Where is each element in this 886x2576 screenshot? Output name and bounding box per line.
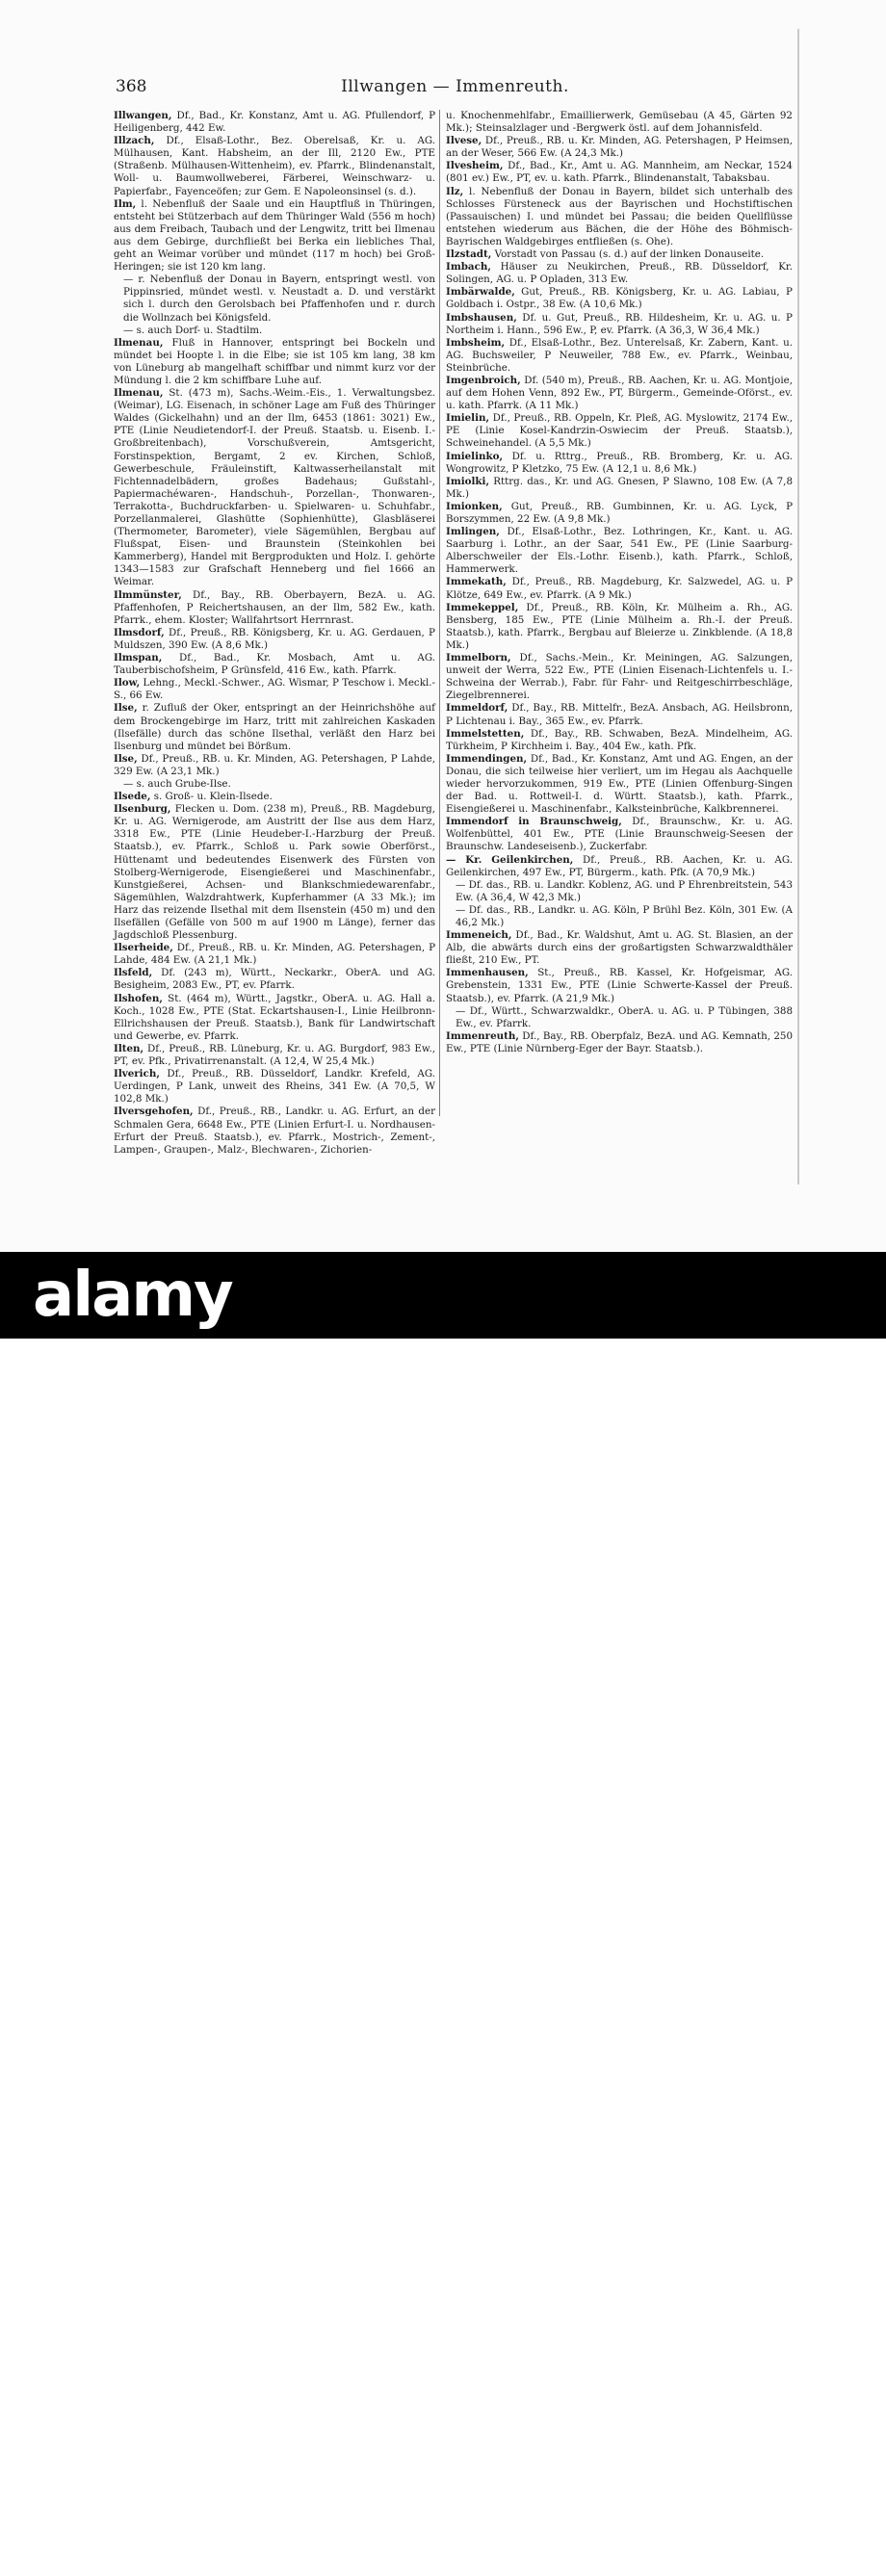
image-id: J37XFT bbox=[698, 2522, 742, 2537]
entry-text: r. Zufluß der Oker, entspringt an der Heinrichshöhe auf dem Brockengebirge im Harz, tritt mit zahlreichen Kaskaden (Ilsefälle) durch das schöne Ilsethal, verläßt den Harz bei Ilsenburg und mündet bei Börßum. bbox=[114, 702, 435, 752]
entry-headword: Imionken, bbox=[446, 500, 503, 512]
entry-text: Df., Preuß., RB. Lüneburg, Kr. u. AG. Burgdorf, 983 Ew., PT, ev. Pfk., Privatirrenanstalt. (A 12,4, W 25,4 Mk.) bbox=[114, 1042, 435, 1068]
page-edge-line bbox=[797, 29, 799, 1184]
dictionary-entry bbox=[446, 576, 793, 601]
page-number: 368 bbox=[116, 77, 147, 96]
entry-text: Df., Elsaß-Lothr., Bez. Lothringen, Kr., Kant. u. AG. Saarburg i. Lothr., an der Saar, 541 Ew., PE (Linie Saarburg-Alberschweiler der Els.-Lothr. Eisenb.), kath. Pfarrk., Schloß, Hammerwerk. bbox=[446, 526, 793, 576]
dictionary-entry bbox=[446, 160, 793, 185]
entry-text: — Df., Württ., Schwarzwaldkr., OberA. u. AG. u. P Tübingen, 388 Ew., ev. Pfarrk. bbox=[456, 1004, 793, 1029]
column-divider bbox=[439, 110, 440, 1116]
entry-headword: Imielinko, bbox=[446, 450, 504, 462]
entry-text: Df., Bad., Kr. Waldshut, Amt u. AG. St. Blasien, an der Alb, die abwärts durch eins der großartigsten Schwarzwaldthäler fließt, 210 Ew., PT. bbox=[446, 929, 793, 967]
entry-text: Df., Preuß., RB. u. Kr. Minden, AG. Petershagen, P Lahde, 484 Ew. (A 21,1 Mk.) bbox=[114, 942, 435, 967]
entry-text: Df., Bad., Kr. Konstanz, Amt u. AG. Pfullendorf, P Heiligenberg, 442 Ew. bbox=[114, 110, 435, 135]
entry-text: St. (464 m), Württ., Jagstkr., OberA. u. AG. Hall a. Koch., 1028 Ew., PTE (Stat. Eckartshausen-I., Linie Heilbronn-Ellrichshausen der Preuß. Staatsb.), Bank für Landwirtschaft und Gewerbe, ev. Pfarrk. bbox=[114, 992, 435, 1042]
entry-text: Df., Preuß., RB. Köln, Kr. Mülheim a. Rh., AG. Bensberg, 185 Ew., PTE (Linie Mülheim a. Rh.-I. der Preuß. Staatsb.), kath. Pfarrk., Bergbau auf Bleierze u. Zinkblende. (A 18,8 Mk.) bbox=[446, 601, 793, 651]
entry-text: Df., Elsaß-Lothr., Bez. Unterelsaß, Kr. Zabern, Kant. u. AG. Buchsweiler, P Neuweiler, 788 Ew., ev. Pfarrk., Weinbau, Steinbrüche. bbox=[446, 336, 793, 374]
entry-text: Fluß in Hannover, entspringt bei Bockeln und mündet bei Hoopte l. in die Elbe; sie ist 105 km lang, 38 km von Lüneburg ab mangelhaft schiffbar und nimmt kurz vor der Mündung l. die 2 km schiffbare Luhe auf. bbox=[114, 336, 435, 386]
entry-headword: Ilshofen, bbox=[114, 992, 163, 1004]
entry-headword: Illwangen, bbox=[114, 110, 172, 121]
entry-headword: Ilmspan, bbox=[114, 652, 163, 664]
dictionary-entry bbox=[446, 904, 793, 929]
right-column bbox=[446, 110, 793, 1121]
entry-text: Rttrg. das., Kr. und AG. Gnesen, P Slawno, 108 Ew. (A 7,8 Mk.) bbox=[446, 475, 793, 500]
dictionary-entry bbox=[114, 791, 435, 803]
dictionary-entry bbox=[446, 929, 793, 967]
header-title: Illwangen — Immenreuth. bbox=[341, 77, 569, 96]
entry-headword: Ilten, bbox=[114, 1042, 144, 1054]
running-header bbox=[116, 77, 795, 102]
dictionary-entry bbox=[114, 1043, 435, 1068]
dictionary-entry bbox=[446, 248, 793, 261]
entry-text: s. Groß- u. Klein-Ilsede. bbox=[150, 791, 273, 803]
entry-headword: Ilmsdorf, bbox=[114, 626, 165, 638]
entry-text: Häuser zu Neukirchen, Preuß., RB. Düsseldorf, Kr. Solingen, AG. u. P Opladen, 313 Ew. bbox=[446, 261, 793, 286]
entry-headword: Ilse, bbox=[114, 752, 138, 765]
entry-text: — Df. das., RB. u. Landkr. Koblenz, AG. und P Ehrenbreitstein, 543 Ew. (A 36,4, W 42,3 Mk.) bbox=[456, 878, 793, 903]
dictionary-entry bbox=[446, 816, 793, 853]
entry-headword: Ilversgehofen, bbox=[114, 1106, 194, 1118]
entry-text: Gut, Preuß., RB. Gumbinnen, Kr. u. AG. Lyck, P Borszymmen, 22 Ew. (A 9,8 Mk.) bbox=[446, 500, 793, 525]
entry-text: Df. u. Gut, Preuß., RB. Hildesheim, Kr. u. AG. u. P Northeim i. Hann., 596 Ew., P, ev. Pfarrk. (A 36,3, W 36,4 Mk.) bbox=[446, 311, 793, 336]
entry-headword: Ilserheide, bbox=[114, 942, 173, 954]
dictionary-entry bbox=[114, 1068, 435, 1106]
dictionary-entry bbox=[114, 677, 435, 702]
entry-headword: Imbärwalde, bbox=[446, 286, 515, 299]
dictionary-entry bbox=[114, 967, 435, 992]
entry-headword: Ilm, bbox=[114, 197, 137, 210]
dictionary-entry bbox=[114, 589, 435, 627]
entry-headword: Immeneich, bbox=[446, 929, 512, 942]
dictionary-entry bbox=[114, 135, 435, 197]
entry-text: Df., Bad., Kr., Amt u. AG. Mannheim, am Neckar, 1524 (801 ev.) Ew., PT, ev. u. kath. Pfarrk., Blindenanstalt, Tabaksbau. bbox=[446, 160, 793, 185]
watermark-logo: alamy bbox=[33, 1260, 232, 1331]
entry-headword: Ilmmünster, bbox=[114, 588, 182, 601]
dictionary-entry bbox=[446, 526, 793, 576]
dictionary-entry bbox=[114, 337, 435, 387]
dictionary-entry bbox=[114, 325, 435, 337]
entry-text: Gut, Preuß., RB. Königsberg, Kr. u. AG. Labiau, P Goldbach i. Ostpr., 38 Ew. (A 10,6 Mk.) bbox=[446, 286, 793, 311]
entry-text: Df., Bay., RB. Oberpfalz, BezA. und AG. Kemnath, 250 Ew., PTE (Linie Nürnberg-Eger der Bayr. Staatsb.). bbox=[446, 1029, 793, 1054]
entry-headword: Ilzstadt, bbox=[446, 248, 492, 261]
dictionary-entry bbox=[114, 198, 435, 274]
entry-text: Df., Preuß., RB. Magdeburg, Kr. Salzwedel, AG. u. P Klötze, 649 Ew., ev. Pfarrk. (A 9 Mk.) bbox=[446, 576, 793, 601]
dictionary-entry bbox=[114, 273, 435, 324]
entry-text: St. (473 m), Sachs.-Weim.-Eis., 1. Verwaltungsbez. (Weimar), LG. Eisenach, in schöner Lage am Fuß des Thüringer Waldes (Gickelhahn) und an der Ilm, 6453 (1861: 3021) Ew., PTE (Linie Neudietendorf-I. der Preuß. Staatsb. u. Eisenb. I.-Großbreitenbach), Vorschußverein, Amtsgericht, Forstinspektion, Bergamt, 2 ev. Kirchen, Schloß, Gewerbeschule, Fräuleinstift, Kaltwasserheilanstalt mit Fichtennadelbädern, großes Badehaus; Gußstahl-, Papiermachéwaren-, Handschuh-, Porzellan-, Thonwaren-, Terrakotta-, Buchdruckfarben- u. Spielwaren- u. Schuhfabr., Porzellanmalerei, Glashütte (Sophienhütte), Glasbläserei (Thermometer, Barometer), viele Sägemühlen, Bergbau auf Flußspat, Eisen- und Braunstein (Steinkohlen bei Kammerberg), Handel mit Bergprodukten und Holz. I. gehörte 1343—1583 zur Grafschaft Henneberg und fiel 1666 an Weimar. bbox=[114, 387, 435, 588]
entry-text: Df., Bay., RB. Mittelfr., BezA. Ansbach, AG. Heilsbronn, P Lichtenau i. Bay., 365 Ew., ev. Pfarrk. bbox=[446, 702, 793, 727]
entry-headword: Immekath, bbox=[446, 576, 507, 588]
dictionary-entry bbox=[446, 135, 793, 160]
entry-headword: Ilvesheim, bbox=[446, 160, 504, 172]
entry-headword: Immelborn, bbox=[446, 652, 511, 664]
watermark-banner bbox=[0, 1252, 886, 2553]
dictionary-entry bbox=[114, 778, 435, 791]
entry-headword: Immendorf in Braunschweig, bbox=[446, 816, 622, 828]
entry-text: Df. (243 m), Württ., Neckarkr., OberA. und AG. Besigheim, 2083 Ew., PT, ev. Pfarrk. bbox=[114, 967, 435, 992]
dictionary-entry bbox=[114, 387, 435, 589]
entry-headword: Ilvese, bbox=[446, 135, 482, 147]
entry-headword: Ilverich, bbox=[114, 1068, 160, 1080]
entry-headword: Ilmenau, bbox=[114, 387, 164, 400]
entry-text: — r. Nebenfluß der Donau in Bayern, entspringt westl. von Pippinsried, mündet westl. v. Neustadt a. D. und verstärkt sich l. durch den Gerolsbach bei Pfaffenhofen und r. durch die Wollnzach bei Königsfeld. bbox=[123, 273, 435, 324]
entry-text: l. Nebenfluß der Donau in Bayern, bildet sich unterhalb des Schlosses Fürsteneck aus der Bayrischen und Hochstiftischen (Passauischen) I. und mündet bei Passau; die beiden Quellflüsse entstehen wiederum aus Bächen, die der Höhe des Böhmisch-Bayrischen Waldgebirges entfließen (s. Ohe). bbox=[446, 185, 793, 247]
entry-text: — Df. das., RB., Landkr. u. AG. Köln, P Brühl Bez. Köln, 301 Ew. (A 46,2 Mk.) bbox=[456, 903, 793, 928]
entry-text: Df. u. Rttrg., Preuß., RB. Bromberg, Kr. u. AG. Wongrowitz, P Kletzko, 75 Ew. (A 12,1 u. 8,6 Mk.) bbox=[446, 450, 793, 475]
dictionary-entry bbox=[446, 186, 793, 248]
site-url: www.alamy.com bbox=[698, 2538, 799, 2553]
entry-headword: Immelstetten, bbox=[446, 727, 525, 740]
entry-text: Df., Preuß., RB. Königsberg, Kr. u. AG. Gerdauen, P Muldszen, 390 Ew. (A 8,6 Mk.) bbox=[114, 626, 435, 651]
entry-text: Df., Braunschw., Kr. u. AG. Wolfenbüttel, 401 Ew., PTE (Linie Braunschweig-Seesen der Braunschw. Landeseisenb.), Zuckerfabr. bbox=[446, 816, 793, 853]
dictionary-entry bbox=[446, 602, 793, 652]
entry-headword: Ilsede, bbox=[114, 791, 151, 803]
entry-headword: Immekeppel, bbox=[446, 601, 519, 613]
dictionary-entry bbox=[446, 110, 793, 135]
entry-text: u. Knochenmehlfabr., Emaillierwerk, Gemüsebau (A 45, Gärten 92 Mk.); Steinsalzlager und -Bergwerk östl. auf dem Johannisfeld. bbox=[446, 110, 793, 135]
dictionary-entry bbox=[114, 702, 435, 752]
entry-text: Flecken u. Dom. (238 m), Preuß., RB. Magdeburg, Kr. u. AG. Wernigerode, am Austritt der Ilse aus dem Harz, 3318 Ew., PTE (Linie Heudeber-I.-Harzburg der Preuß. Staatsb.), ev. Pfarrk., Schloß u. Park sowie Oberförst., Hüttenamt und bedeutendes Eisenwerk des Fürsten von Stolberg-Wernigerode, Eisengießerei und Maschinenfabr., Kunstgießerei, Achsen- und Blankschmiedewarenfabr., Sägemühlen, Walzdrahtwerk, Kupferhammer (A 33 Mk.); im Harz das reizende Ilsethal mit dem Ilsenstein (450 m) und den Ilsefällen (Gefälle von 500 m auf 1900 m Länge), ferner das Jagdschloß Plessenburg. bbox=[114, 803, 435, 942]
dictionary-entry bbox=[446, 854, 793, 879]
dictionary-entry bbox=[446, 967, 793, 1004]
entry-text: Df. (540 m), Preuß., RB. Aachen, Kr. u. AG. Montjoie, auf dem Hohen Venn, 892 Ew., PT, Bürgerm., Gemeinde-Oförst., ev. u. kath. Pfarrk. (A 11 Mk.) bbox=[446, 374, 793, 412]
dictionary-entry bbox=[446, 753, 793, 816]
entry-text: Df., Preuß., RB. Aachen, Kr. u. AG. Geilenkirchen, 497 Ew., PT, Bürgerm., kath. Pfk. (A 70,9 Mk.) bbox=[446, 853, 794, 878]
dictionary-entry bbox=[446, 728, 793, 753]
dictionary-entry bbox=[114, 942, 435, 967]
entry-headword: Imgenbroich, bbox=[446, 374, 521, 386]
entry-headword: Imlingen, bbox=[446, 526, 500, 538]
dictionary-entry bbox=[114, 110, 435, 135]
entry-headword: — Kr. Geilenkirchen, bbox=[446, 853, 574, 866]
entry-text: Df., Preuß., RB. u. Kr. Minden, AG. Petershagen, P Lahde, 329 Ew. (A 23,1 Mk.) bbox=[114, 752, 435, 777]
dictionary-entry bbox=[446, 1030, 793, 1055]
entry-headword: Imielin, bbox=[446, 412, 490, 425]
dictionary-entry bbox=[446, 261, 793, 286]
dictionary-entry bbox=[446, 451, 793, 476]
dictionary-entry bbox=[446, 879, 793, 904]
entry-text: Df., Elsaß-Lothr., Bez. Oberelsaß, Kr. u. AG. Mülhausen, Kant. Habsheim, an der Ill, 2120 Ew., PTE (Straßenb. Mülhausen-Wittenheim), ev. Pfarrk., Blindenanstalt, Woll- u. Baumwollweberei, Färberei, Weinschwarz- u. Papierfabr., Fayenceöfen; zur Gem. E Napoleonsinsel (s. d.). bbox=[114, 135, 435, 197]
entry-headword: Immeldorf, bbox=[446, 702, 508, 715]
entry-text: Df., Bay., RB. Oberbayern, BezA. u. AG. Pfaffenhofen, P Reichertshausen, an der Ilm, 582 Ew., kath. Pfarrk., ehem. Kloster; Wallfahrtsort Herrnrast. bbox=[114, 588, 435, 626]
entry-text: St., Preuß., RB. Kassel, Kr. Hofgeismar, AG. Grebenstein, 1331 Ew., PTE (Linie Schwerte-Kassel der Preuß. Staatsb.), ev. Pfarrk. (A 21,9 Mk.) bbox=[446, 967, 793, 1004]
entry-headword: Ilmenau, bbox=[114, 336, 164, 349]
entry-headword: Ilz, bbox=[446, 185, 464, 197]
entry-headword: Imbshausen, bbox=[446, 311, 517, 324]
entry-text: Lehng., Meckl.-Schwer., AG. Wismar, P Teschow i. Meckl.-S., 66 Ew. bbox=[114, 677, 435, 702]
dictionary-entry bbox=[114, 993, 435, 1043]
watermark-pattern bbox=[616, 2518, 780, 2576]
entry-text: Df., Preuß., RB., Landkr. u. AG. Erfurt, an der Schmalen Gera, 6648 Ew., PTE (Linien Erfurt-I. u. Nordhausen-Erfurt der Preuß. Staatsb.), ev. Pfarrk., Mostrich-, Zement-, Lampen-, Graupen-, Malz-, Blechwaren-, Zichorien- bbox=[114, 1106, 435, 1156]
dictionary-entry bbox=[446, 1005, 793, 1030]
entry-text: Df., Sachs.-Mein., Kr. Meiningen, AG. Salzungen, unweit der Werra, 522 Ew., PTE (Linien Eisenach-Lichtenfels u. I.-Schweina der Werrab.), Fabr. für Fahr- und Reitgeschirrbeschläge, Ziegelbrennerei. bbox=[446, 652, 793, 702]
dictionary-entry bbox=[446, 652, 793, 702]
entry-headword: Ilse, bbox=[114, 702, 138, 715]
dictionary-entry bbox=[446, 337, 793, 375]
dictionary-entry bbox=[114, 803, 435, 942]
entry-text: Df., Bad., Kr. Konstanz, Amt und AG. Engen, an der Donau, die sich teilweise hier verliert, um im Hegau als Aachquelle wieder hervorzukommen, 919 Ew., PTE (Linien Offenburg-Singen der Bad. u. Rottweil-I. d. Württ. Staatsb.), kath. Pfarrk., Eisengießerei u. Maschinenfabr., Kalksteinbrüche, Kalkbrennerei. bbox=[446, 752, 793, 816]
entry-text: — s. auch Dorf- u. Stadtilm. bbox=[123, 324, 263, 336]
entry-headword: Immenreuth, bbox=[446, 1029, 519, 1042]
entry-text: — s. auch Grube-Ilse. bbox=[123, 777, 231, 790]
entry-text: Df., Preuß., RB. u. Kr. Minden, AG. Petershagen, P Heimsen, an der Weser, 566 Ew. (A 24,3 Mk.) bbox=[446, 135, 793, 160]
entry-text: Df., Preuß., RB. Oppeln, Kr. Pleß, AG. Myslowitz, 2174 Ew., PE (Linie Kosel-Kandrzin-Oswiecim der Preuß. Staatsb.), Schweinehandel. (A 5,5 Mk.) bbox=[446, 412, 793, 450]
dictionary-entry bbox=[446, 702, 793, 727]
entry-headword: Immenhausen, bbox=[446, 967, 529, 979]
entry-text: Df., Bay., RB. Schwaben, BezA. Mindelheim, AG. Türkheim, P Kirchheim i. Bay., 404 Ew., kath. Pfk. bbox=[446, 727, 793, 752]
left-column bbox=[114, 110, 435, 1156]
dictionary-entry bbox=[446, 375, 793, 412]
dictionary-entry bbox=[446, 286, 793, 311]
entry-headword: Imbach, bbox=[446, 261, 491, 273]
scanned-page bbox=[0, 0, 886, 1252]
dictionary-entry bbox=[446, 312, 793, 337]
entry-text: l. Nebenfluß der Saale und ein Hauptfluß in Thüringen, entsteht bei Stützerbach auf dem Thüringer Wald (556 m hoch) aus dem Freibach, Taubach und der Lengwitz, tritt bei Ilmenau aus dem Gebirge, durchfließt bei Berka ein liebliches Thal, geht an Weimar vorüber und mündet (117 m hoch) bei Groß-Heringen; sie ist 120 km lang. bbox=[114, 197, 435, 273]
dictionary-entry bbox=[446, 501, 793, 526]
entry-headword: Imbsheim, bbox=[446, 336, 506, 349]
dictionary-entry bbox=[114, 1106, 435, 1156]
entry-headword: Ilow, bbox=[114, 677, 141, 690]
dictionary-entry bbox=[114, 652, 435, 677]
dictionary-entry bbox=[114, 627, 435, 652]
entry-headword: Ilsfeld, bbox=[114, 967, 153, 979]
dictionary-entry bbox=[446, 476, 793, 501]
dictionary-entry bbox=[114, 753, 435, 778]
entry-text: Df., Preuß., RB. Düsseldorf, Landkr. Krefeld, AG. Uerdingen, P Lank, unweit des Rheins, 341 Ew. (A 70,5, W 102,8 Mk.) bbox=[114, 1068, 435, 1106]
entry-headword: Illzach, bbox=[114, 135, 155, 147]
entry-text: Df., Bad., Kr. Mosbach, Amt u. AG. Tauberbischofsheim, P Grünsfeld, 416 Ew., kath. Pfarrk. bbox=[114, 652, 435, 677]
entry-headword: Immendingen, bbox=[446, 752, 528, 765]
dictionary-entry bbox=[446, 412, 793, 450]
entry-headword: Ilsenburg, bbox=[114, 803, 171, 816]
entry-headword: Imiolki, bbox=[446, 475, 490, 487]
entry-text: Vorstadt von Passau (s. d.) auf der linken Donauseite. bbox=[491, 248, 765, 261]
